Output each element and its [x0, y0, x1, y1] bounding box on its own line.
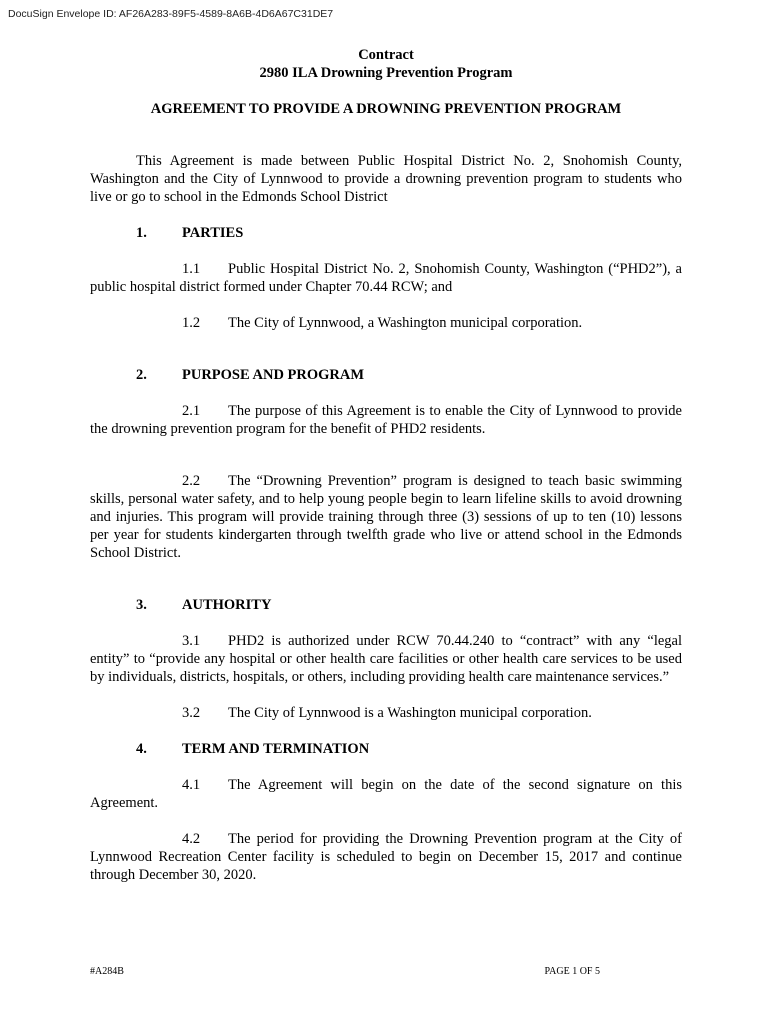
- program-title: 2980 ILA Drowning Prevention Program: [259, 65, 513, 81]
- section-number: 2.: [136, 367, 147, 383]
- section-number: 3.: [136, 597, 147, 613]
- clause-text: The Agreement will begin on the date of the second signature on this Agreement.: [90, 777, 682, 811]
- section-title: PARTIES: [182, 225, 244, 241]
- clause-text: The purpose of this Agreement is to enable the City of Lynnwood to provide the drowning prevention program for the benefit of PHD2 residents.: [90, 403, 682, 437]
- clause-number: 3.2: [182, 705, 201, 721]
- clause-text: The period for providing the Drowning Prevention program at the City of Lynnwood Recreation Center facility is scheduled to begin on December 15, 2017 and continue through December 30, 2020.: [90, 831, 682, 883]
- clause-paragraph: [90, 632, 682, 686]
- clause-number: 1.2: [182, 315, 201, 331]
- section-heading: [136, 596, 682, 614]
- clause-number: 4.2: [182, 831, 201, 847]
- document-page: [90, 46, 682, 884]
- clause-text: The City of Lynnwood, a Washington municipal corporation.: [228, 315, 583, 331]
- section-number: 1.: [136, 225, 147, 241]
- document-title: Contract: [358, 47, 414, 63]
- section-heading: [136, 740, 682, 758]
- clause-paragraph: [90, 830, 682, 884]
- agreement-heading: AGREEMENT TO PROVIDE A DROWNING PREVENTION PROGRAM: [150, 101, 622, 117]
- clause-paragraph: [90, 314, 682, 332]
- clause-paragraph: [90, 776, 682, 812]
- section-title: PURPOSE AND PROGRAM: [182, 367, 365, 383]
- document-code: #A284B: [90, 966, 124, 977]
- clause-text: The City of Lynnwood is a Washington municipal corporation.: [228, 705, 592, 721]
- clause-text: Public Hospital District No. 2, Snohomish County, Washington (“PHD2”), a public hospital district formed under Chapter 70.44 RCW; and: [90, 261, 682, 295]
- clause-number: 2.2: [182, 473, 201, 489]
- section-number: 4.: [136, 741, 147, 757]
- intro-paragraph: This Agreement is made between Public Hospital District No. 2, Snohomish County, Washington and the City of Lynnwood to provide a drowning prevention program to students who live or go to school in the Edmonds School District: [90, 153, 682, 205]
- clause-number: 4.1: [182, 777, 201, 793]
- page-number: PAGE 1 OF 5: [544, 966, 600, 977]
- clause-paragraph: [90, 704, 682, 722]
- section-title: TERM AND TERMINATION: [182, 741, 370, 757]
- clause-paragraph: [90, 402, 682, 438]
- clause-text: PHD2 is authorized under RCW 70.44.240 to “contract” with any “legal entity” to “provide any hospital or other health care facilities or other health care services to be used by individuals, districts, hospitals, or others, including providing health care maintenance services.”: [90, 633, 682, 685]
- clause-paragraph: [90, 472, 682, 562]
- envelope-id: DocuSign Envelope ID: AF26A283-89F5-4589-8A6B-4D6A67C31DE7: [8, 8, 334, 20]
- section-title: AUTHORITY: [182, 597, 272, 613]
- clause-number: 1.1: [182, 261, 201, 277]
- clause-number: 3.1: [182, 633, 201, 649]
- clause-paragraph: [90, 260, 682, 296]
- clause-text: The “Drowning Prevention” program is designed to teach basic swimming skills, personal water safety, and to help young people begin to learn lifeline skills to avoid drowning and injuries. This program will provide training through three (3) sessions of up to ten (10) lessons per year for students kindergarten through twelfth grade who live or attend school in the Edmonds School District.: [90, 473, 682, 561]
- clause-number: 2.1: [182, 403, 201, 419]
- section-heading: [136, 224, 682, 242]
- section-heading: [136, 366, 682, 384]
